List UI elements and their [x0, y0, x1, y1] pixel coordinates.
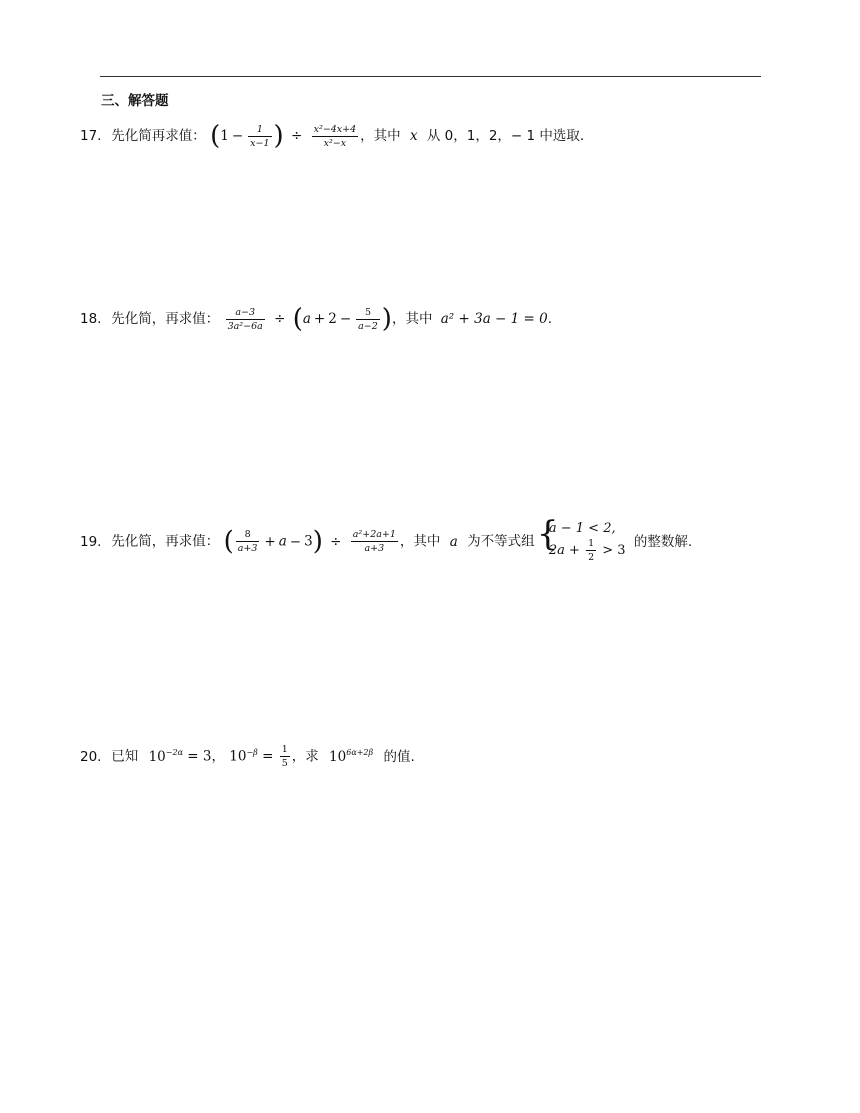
problem-number: 19.: [80, 533, 102, 550]
problem-number: 17.: [80, 128, 102, 144]
problem-number: 20.: [80, 748, 102, 765]
fraction: $\frac{\text{x²−4x+4}}{\text{x²−x}}$: [313, 123, 357, 149]
problem-prefix: 先化简再求值：: [111, 128, 206, 144]
problem-17: 17. 先化简再求值： (1 − $\frac{1}{x-1}$ ) ÷ $\frac{\text{x²−4x+4}}{\text{x²−x}}$ ，其中 x 从 0，1，2，− 1 中选取.: [80, 121, 585, 151]
top-rule: [100, 76, 761, 77]
problem-prefix: 先化简，再求值：: [111, 533, 220, 550]
problem-19: 19. 先化简，再求值： ( $\frac{8}{a+3}$ + a − 3) ÷ $\frac{\text{a²+2a+1}}{a+3}$ ，其中 a 为不等式组 { a − 1 < 2, 2a + $\frac{1}{2}$ > 3 的整数解.: [80, 514, 693, 563]
fraction: $\frac{1}{5}$: [281, 744, 288, 769]
problem-prefix: 先化简，再求值：: [111, 311, 220, 327]
fraction: $\frac{8}{a+3}$: [237, 529, 258, 554]
inequality-system: { a − 1 < 2, 2a + $\frac{1}{2}$ > 3: [536, 514, 626, 563]
fraction: $\frac{5}{a-2}$: [358, 306, 378, 332]
fraction: $\frac{a-3}{\text{3a²−6a}}$: [227, 306, 263, 332]
problem-18: 18. 先化简，再求值： $\frac{a-3}{\text{3a²−6a}}$ ÷ (a + 2 − $\frac{5}{a-2}$ )，其中 a² + 3a − 1 = 0.: [80, 304, 553, 334]
section-title: 三、解答题: [101, 93, 169, 109]
fraction: $\frac{\text{a²+2a+1}}{a+3}$: [352, 529, 396, 554]
problem-prefix: 已知: [111, 748, 139, 765]
fraction: $\frac{1}{x-1}$: [250, 123, 270, 149]
problem-number: 18.: [80, 311, 102, 327]
problem-20: 20. 已知 $10^{-2\alpha} = 3$， $10^{-\beta}$ = $\frac{1}{5}$ ，求 $10^{6\alpha+2\beta}$ 的值.: [80, 744, 415, 769]
